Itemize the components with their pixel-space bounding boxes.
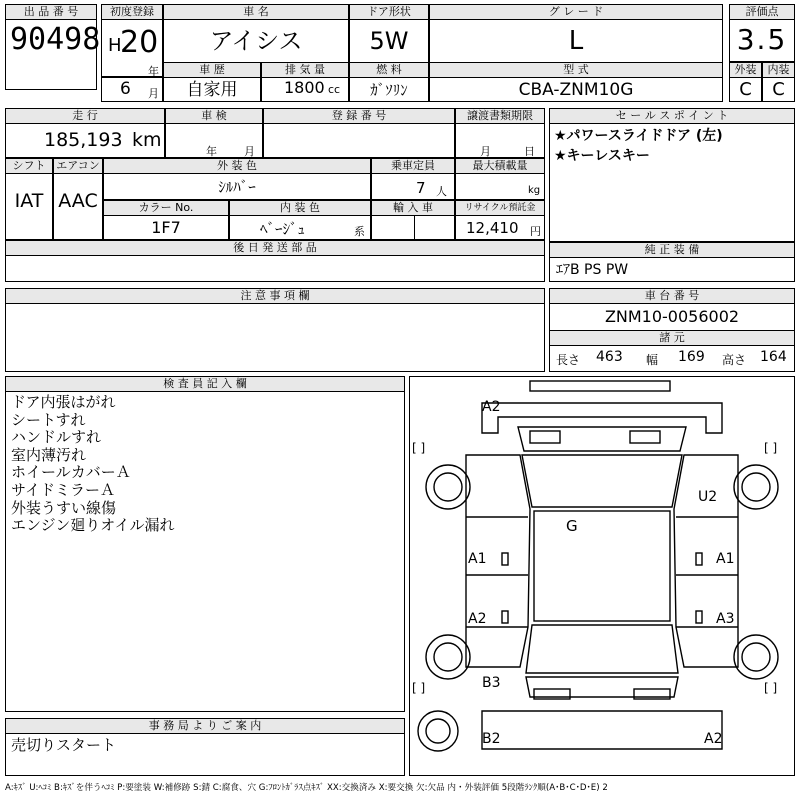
sales-point-item: ★パワースライドドア (左)	[554, 128, 723, 144]
notes-label: 注 意 事 項 欄	[6, 289, 544, 304]
shift-cell	[5, 158, 53, 240]
mark-rear-left: B2	[482, 731, 501, 747]
era: H	[108, 35, 122, 56]
height-value: 164	[760, 349, 787, 365]
mark-rear-right: A2	[704, 731, 723, 747]
ac-cell	[53, 158, 103, 240]
office-notice: 売切りスタート	[11, 736, 117, 754]
sales-points-label: セ ー ル ス ポ イ ン ト	[550, 109, 794, 124]
interior-grade-cell	[762, 62, 795, 102]
car-name: アイシス	[209, 27, 303, 55]
lot-number-label: 出 品 番 号	[6, 5, 96, 20]
mileage-value: 185,193	[44, 129, 123, 151]
import-cell	[371, 200, 455, 240]
import-label: 輸 入 車	[372, 201, 454, 216]
office-notice-cell	[5, 718, 405, 776]
color-number: 1F7	[151, 218, 181, 237]
bracket-left-front: [ ]	[412, 441, 426, 455]
dimensions-label: 諸 元	[550, 331, 794, 346]
windshield-panel	[522, 455, 682, 507]
inspection-year-unit: 年	[206, 145, 217, 158]
score-label: 評価点	[730, 5, 794, 20]
first-reg-year: 20	[120, 25, 159, 60]
fuel: ｶﾞｿﾘﾝ	[370, 81, 408, 99]
first-registration-cell	[101, 4, 163, 78]
first-reg-month-cell	[101, 76, 163, 102]
chassis-label: 車 台 番 号	[550, 289, 794, 304]
max-load-unit: kg	[528, 185, 541, 196]
interior-color-label: 内 装 色	[230, 201, 370, 216]
capacity-label: 乗車定員	[372, 159, 454, 174]
mark-windshield: G	[566, 517, 578, 535]
shift-label: シフト	[6, 159, 52, 174]
inspector-note-line: ホイールカバーＡ	[11, 463, 131, 482]
inspector-notes-label: 検 査 員 記 入 欄	[6, 377, 404, 392]
grade-cell	[429, 4, 723, 64]
width-value: 169	[678, 349, 705, 365]
bracket-left-rear: [ ]	[412, 681, 426, 695]
interior-grade-label: 内装	[763, 63, 794, 78]
spare-tire	[418, 711, 458, 751]
recycle-deposit-unit: 円	[530, 225, 541, 238]
history: 自家用	[186, 80, 238, 100]
interior-color: ﾍﾞｰｼﾞｭ	[260, 220, 306, 238]
inspector-note-line: 外装うすい線傷	[11, 498, 117, 517]
car-name-cell	[163, 4, 349, 64]
shift: IAT	[14, 190, 44, 212]
sales-point-item: ★キーレスキー	[554, 148, 650, 164]
genuine-equipment-cell	[549, 242, 795, 282]
lot-number: 90498	[10, 22, 101, 57]
fuel-cell	[349, 62, 429, 102]
door-type-label: ドア形状	[350, 5, 428, 20]
exterior-color-cell	[103, 158, 371, 200]
recycle-deposit-cell	[455, 200, 545, 240]
grade-label: グ レ ー ド	[430, 5, 722, 20]
mark-front-bumper: A2	[482, 399, 501, 415]
width-label: 幅	[646, 353, 659, 367]
height-label: 高さ	[722, 353, 747, 367]
model-label: 型 式	[430, 63, 722, 78]
color-number-cell	[103, 200, 229, 240]
bracket-right-rear: [ ]	[764, 681, 778, 695]
ac-label: エアコン	[54, 159, 102, 174]
exterior-color-label: 外 装 色	[104, 159, 370, 174]
mileage-unit: km	[132, 129, 162, 151]
mark-left-rear-quarter: B3	[482, 675, 501, 691]
score: 3.5	[736, 23, 788, 56]
recycle-deposit: 12,410	[466, 219, 519, 237]
transfer-deadline-cell	[455, 108, 545, 158]
inspector-note-line: エンジン廻りオイル漏れ	[11, 516, 175, 535]
fuel-label: 燃 料	[350, 63, 428, 78]
import-divider	[414, 216, 415, 240]
inspection-cell	[165, 108, 263, 158]
left-front-wheel	[426, 465, 470, 509]
inspector-note-line: サイドミラーＡ	[11, 480, 115, 499]
right-rear-wheel	[734, 635, 778, 679]
inspector-note-line: シートすれ	[11, 410, 86, 429]
max-load-cell	[455, 158, 545, 200]
exterior-grade-label: 外装	[730, 63, 761, 78]
later-parts-label: 後 日 発 送 部 品	[6, 241, 544, 256]
displacement-label: 排 気 量	[262, 63, 348, 78]
capacity: 7	[416, 179, 426, 197]
interior-color-cell	[229, 200, 371, 240]
month-unit: 月	[148, 87, 159, 100]
mileage-cell	[5, 108, 165, 158]
displacement: 1800	[284, 78, 325, 97]
history-label: 車 歴	[164, 63, 260, 78]
registration-number-cell	[263, 108, 455, 158]
ac: AAC	[58, 190, 98, 212]
capacity-cell	[371, 158, 455, 200]
genuine-equipment: ｴｱB PS PW	[556, 262, 629, 278]
right-front-wheel	[734, 465, 778, 509]
notes-cell	[5, 288, 545, 372]
exterior-grade-cell	[729, 62, 762, 102]
exterior-grade: C	[739, 79, 752, 100]
mark-right-front-tire: U2	[698, 489, 718, 505]
recycle-deposit-label: リサイクル預託金	[456, 201, 544, 216]
lot-number-cell	[5, 4, 101, 90]
displacement-unit: cc	[328, 83, 341, 96]
length-label: 長さ	[556, 353, 581, 367]
max-load-label: 最大積載量	[456, 159, 544, 174]
damage-diagram	[409, 376, 795, 776]
tailgate-panel	[526, 677, 678, 697]
mark-left-front-door: A1	[468, 551, 487, 567]
rear-glass-panel	[526, 625, 678, 673]
displacement-cell	[261, 62, 349, 102]
rear-bumper-shape	[482, 711, 722, 749]
interior-grade: C	[772, 79, 785, 100]
first-reg-month: 6	[120, 79, 131, 99]
model-code: CBA-ZNM10G	[518, 80, 634, 100]
legend: A:ｷｽﾞ U:ﾍｺﾐ B:ｷｽﾞを伴うﾍｺﾐ P:要塗装 W:補修跡 S:錆 C:腐食、穴 G:ﾌﾛﾝﾄｶﾞﾗｽ点ｷｽﾞ XX:交換済み X:要交換 欠:欠品 内・外装評価 5段階ﾗﾝｸ順(A･B･C･D･E) 2	[5, 783, 608, 793]
sales-points-cell	[549, 108, 795, 242]
car-diagram-svg	[410, 377, 794, 775]
door-type: 5W	[369, 27, 409, 55]
model-cell	[429, 62, 723, 102]
car-name-label: 車 名	[164, 5, 348, 20]
transfer-month-unit: 月	[480, 145, 491, 158]
genuine-equipment-label: 純 正 装 備	[550, 243, 794, 258]
grade: L	[568, 26, 584, 56]
interior-color-unit: 系	[354, 225, 365, 238]
mileage-label: 走 行	[6, 109, 164, 124]
left-rear-wheel	[426, 635, 470, 679]
front-bumper-bar	[530, 381, 670, 391]
inspection-month-unit: 月	[244, 145, 255, 158]
bracket-right-front: [ ]	[764, 441, 778, 455]
capacity-unit: 人	[436, 185, 447, 198]
mark-right-rear-door: A3	[716, 611, 735, 627]
first-registration-label: 初度登録	[102, 5, 162, 20]
transfer-day-unit: 日	[524, 145, 535, 158]
year-unit: 年	[148, 65, 159, 78]
roof-panel	[534, 511, 670, 621]
exterior-color: ｼﾙﾊﾞｰ	[218, 178, 256, 196]
later-parts-cell	[5, 240, 545, 282]
chassis-cell	[549, 288, 795, 372]
inspector-note-line: ハンドルすれ	[11, 428, 102, 447]
inspector-note-line: ドア内張はがれ	[11, 393, 116, 411]
history-cell	[163, 62, 261, 102]
inspector-note-line: 室内薄汚れ	[11, 445, 87, 464]
color-number-label: カラー No.	[104, 201, 228, 216]
score-cell	[729, 4, 795, 62]
inspector-notes-cell	[5, 376, 405, 712]
chassis-number: ZNM10-0056002	[550, 304, 794, 331]
door-type-cell	[349, 4, 429, 64]
mark-right-front-door: A1	[716, 551, 735, 567]
transfer-deadline-label: 譲渡書類期限	[456, 109, 544, 124]
inspection-label: 車 検	[166, 109, 262, 124]
registration-number-label: 登 録 番 号	[264, 109, 454, 124]
office-notice-label: 事 務 局 よ り ご 案 内	[6, 719, 404, 734]
mark-left-rear-door: A2	[468, 611, 487, 627]
length-value: 463	[596, 349, 623, 365]
